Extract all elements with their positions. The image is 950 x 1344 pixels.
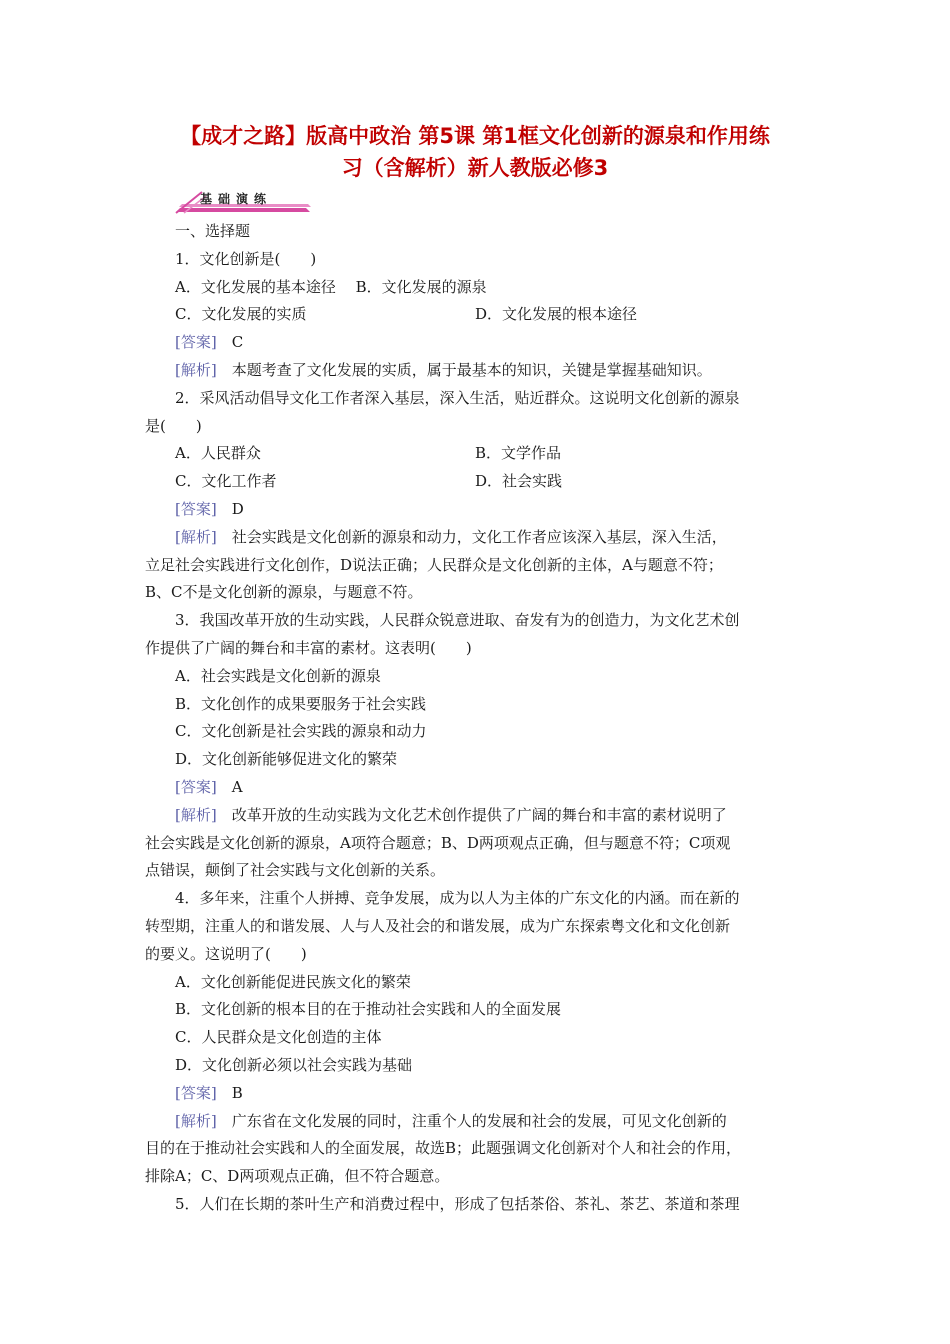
question-1-answer [145,329,810,357]
question-2-options-ab [145,440,810,468]
question-2-options-cd [145,468,810,496]
question-4-stem-line-2: 转型期，注重人的和谐发展、人与人及社会的和谐发展，成为广东探索粤文化和文化创新 [145,916,731,935]
answer-value: C [231,333,244,352]
option-c: C．文化发展的实质 [175,305,307,324]
question-2-analysis-line-1 [145,524,810,552]
title-line-2: 习（含解析）新人教版必修3 [341,156,609,180]
question-1-options-cd [145,301,810,329]
question-3-option-d: D．文化创新能够促进文化的繁荣 [175,750,398,769]
analysis-tag: [解析] [175,805,217,824]
question-4-option-c: C．人民群众是文化创造的主体 [175,1028,382,1047]
analysis-text: 社会实践是文化创新的源泉和动力，文化工作者应该深入基层，深入生活， [231,527,727,546]
analysis-text: 改革开放的生动实践为文化艺术创作提供了广阔的舞台和丰富的素材说明了 [231,805,727,824]
question-4-analysis-line-2: 目的在于推动社会实践和人的全面发展，故选B；此题强调文化创新对个人和社会的作用， [145,1139,742,1158]
option-a: A．文化发展的基本途径 [175,277,336,296]
question-2-answer [145,496,810,524]
question-3-stem-line-1: 3．我国改革开放的生动实践，人民群众锐意进取、奋发有为的创造力，为文化艺术创 [175,611,740,630]
option-b: B．文学作品 [475,444,562,463]
question-1-analysis [145,357,810,385]
question-4-stem-line-1: 4．多年来，注重个人拼搏、竞争发展，成为以人为主体的广东文化的内涵。而在新的 [175,889,740,908]
answer-value: B [231,1083,243,1102]
question-4-analysis-line-1 [145,1108,810,1136]
question-4-option-d: D．文化创新必须以社会实践为基础 [175,1055,413,1074]
analysis-text: 广东省在文化发展的同时，注重个人的发展和社会的发展，可见文化创新的 [231,1111,727,1130]
question-2-stem-line-1: 2．采风活动倡导文化工作者深入基层，深入生活，贴近群众。这说明文化创新的源泉 [175,388,740,407]
option-a: A．人民群众 [175,444,261,463]
question-3-analysis-line-2: 社会实践是文化创新的源泉，A项符合题意；B、D两项观点正确，但与题意不符；C项观 [145,833,731,852]
answer-value: D [231,499,244,518]
analysis-tag: [解析] [175,1111,217,1130]
analysis-tag: [解析] [175,360,217,379]
question-3-option-b: B．文化创作的成果要服务于社会实践 [175,694,427,713]
answer-value: A [231,777,243,796]
answer-tag: [答案] [175,1083,217,1102]
option-c: C．文化工作者 [175,472,277,491]
question-3-analysis-line-3: 点错误，颠倒了社会实践与文化创新的关系。 [145,861,446,880]
answer-tag: [答案] [175,777,217,796]
question-2-analysis-line-3: B、C不是文化创新的源泉，与题意不符。 [145,583,423,602]
analysis-text: 本题考查了文化发展的实质，属于最基本的知识，关键是掌握基础知识。 [231,360,712,379]
question-2-analysis-line-2: 立足社会实践进行文化创作，D说法正确；人民群众是文化创新的主体，A与题意不符； [145,555,723,574]
document-title [120,120,830,184]
section-banner-label: 基础演练 [200,192,273,206]
question-5-stem-line-1: 5．人们在长期的茶叶生产和消费过程中，形成了包括茶俗、茶礼、茶艺、茶道和茶理 [175,1194,740,1213]
analysis-tag: [解析] [175,527,217,546]
question-3-analysis-line-1 [145,802,810,830]
question-3-option-c: C．文化创新是社会实践的源泉和动力 [175,722,427,741]
option-b: B．文化发展的源泉 [355,277,487,296]
option-d: D．社会实践 [475,472,563,491]
question-4-option-b: B．文化创新的根本目的在于推动社会实践和人的全面发展 [175,1000,562,1019]
section-heading: 一、选择题 [175,222,251,240]
question-1-options-ab [145,274,810,302]
question-3-answer [145,774,810,802]
question-4-stem-line-3: 的要义。这说明了( ) [145,944,307,963]
answer-tag: [答案] [175,499,217,518]
option-d: D．文化发展的根本途径 [475,305,638,324]
question-3-option-a: A．社会实践是文化创新的源泉 [175,666,381,685]
question-4-answer [145,1080,810,1108]
question-3-stem-line-2: 作提供了广阔的舞台和丰富的素材。这表明( ) [145,638,472,657]
answer-tag: [答案] [175,333,217,352]
question-2-stem-line-2: 是( ) [145,416,202,435]
title-line-1: 【成才之路】版高中政治 第5课 第1框文化创新的源泉和作用练 [180,124,770,148]
question-1-stem: 1．文化创新是( ) [175,249,317,268]
question-4-option-a: A．文化创新能促进民族文化的繁荣 [175,972,411,991]
question-4-analysis-line-3: 排除A；C、D两项观点正确，但不符合题意。 [145,1167,450,1186]
document-body [145,218,810,1219]
